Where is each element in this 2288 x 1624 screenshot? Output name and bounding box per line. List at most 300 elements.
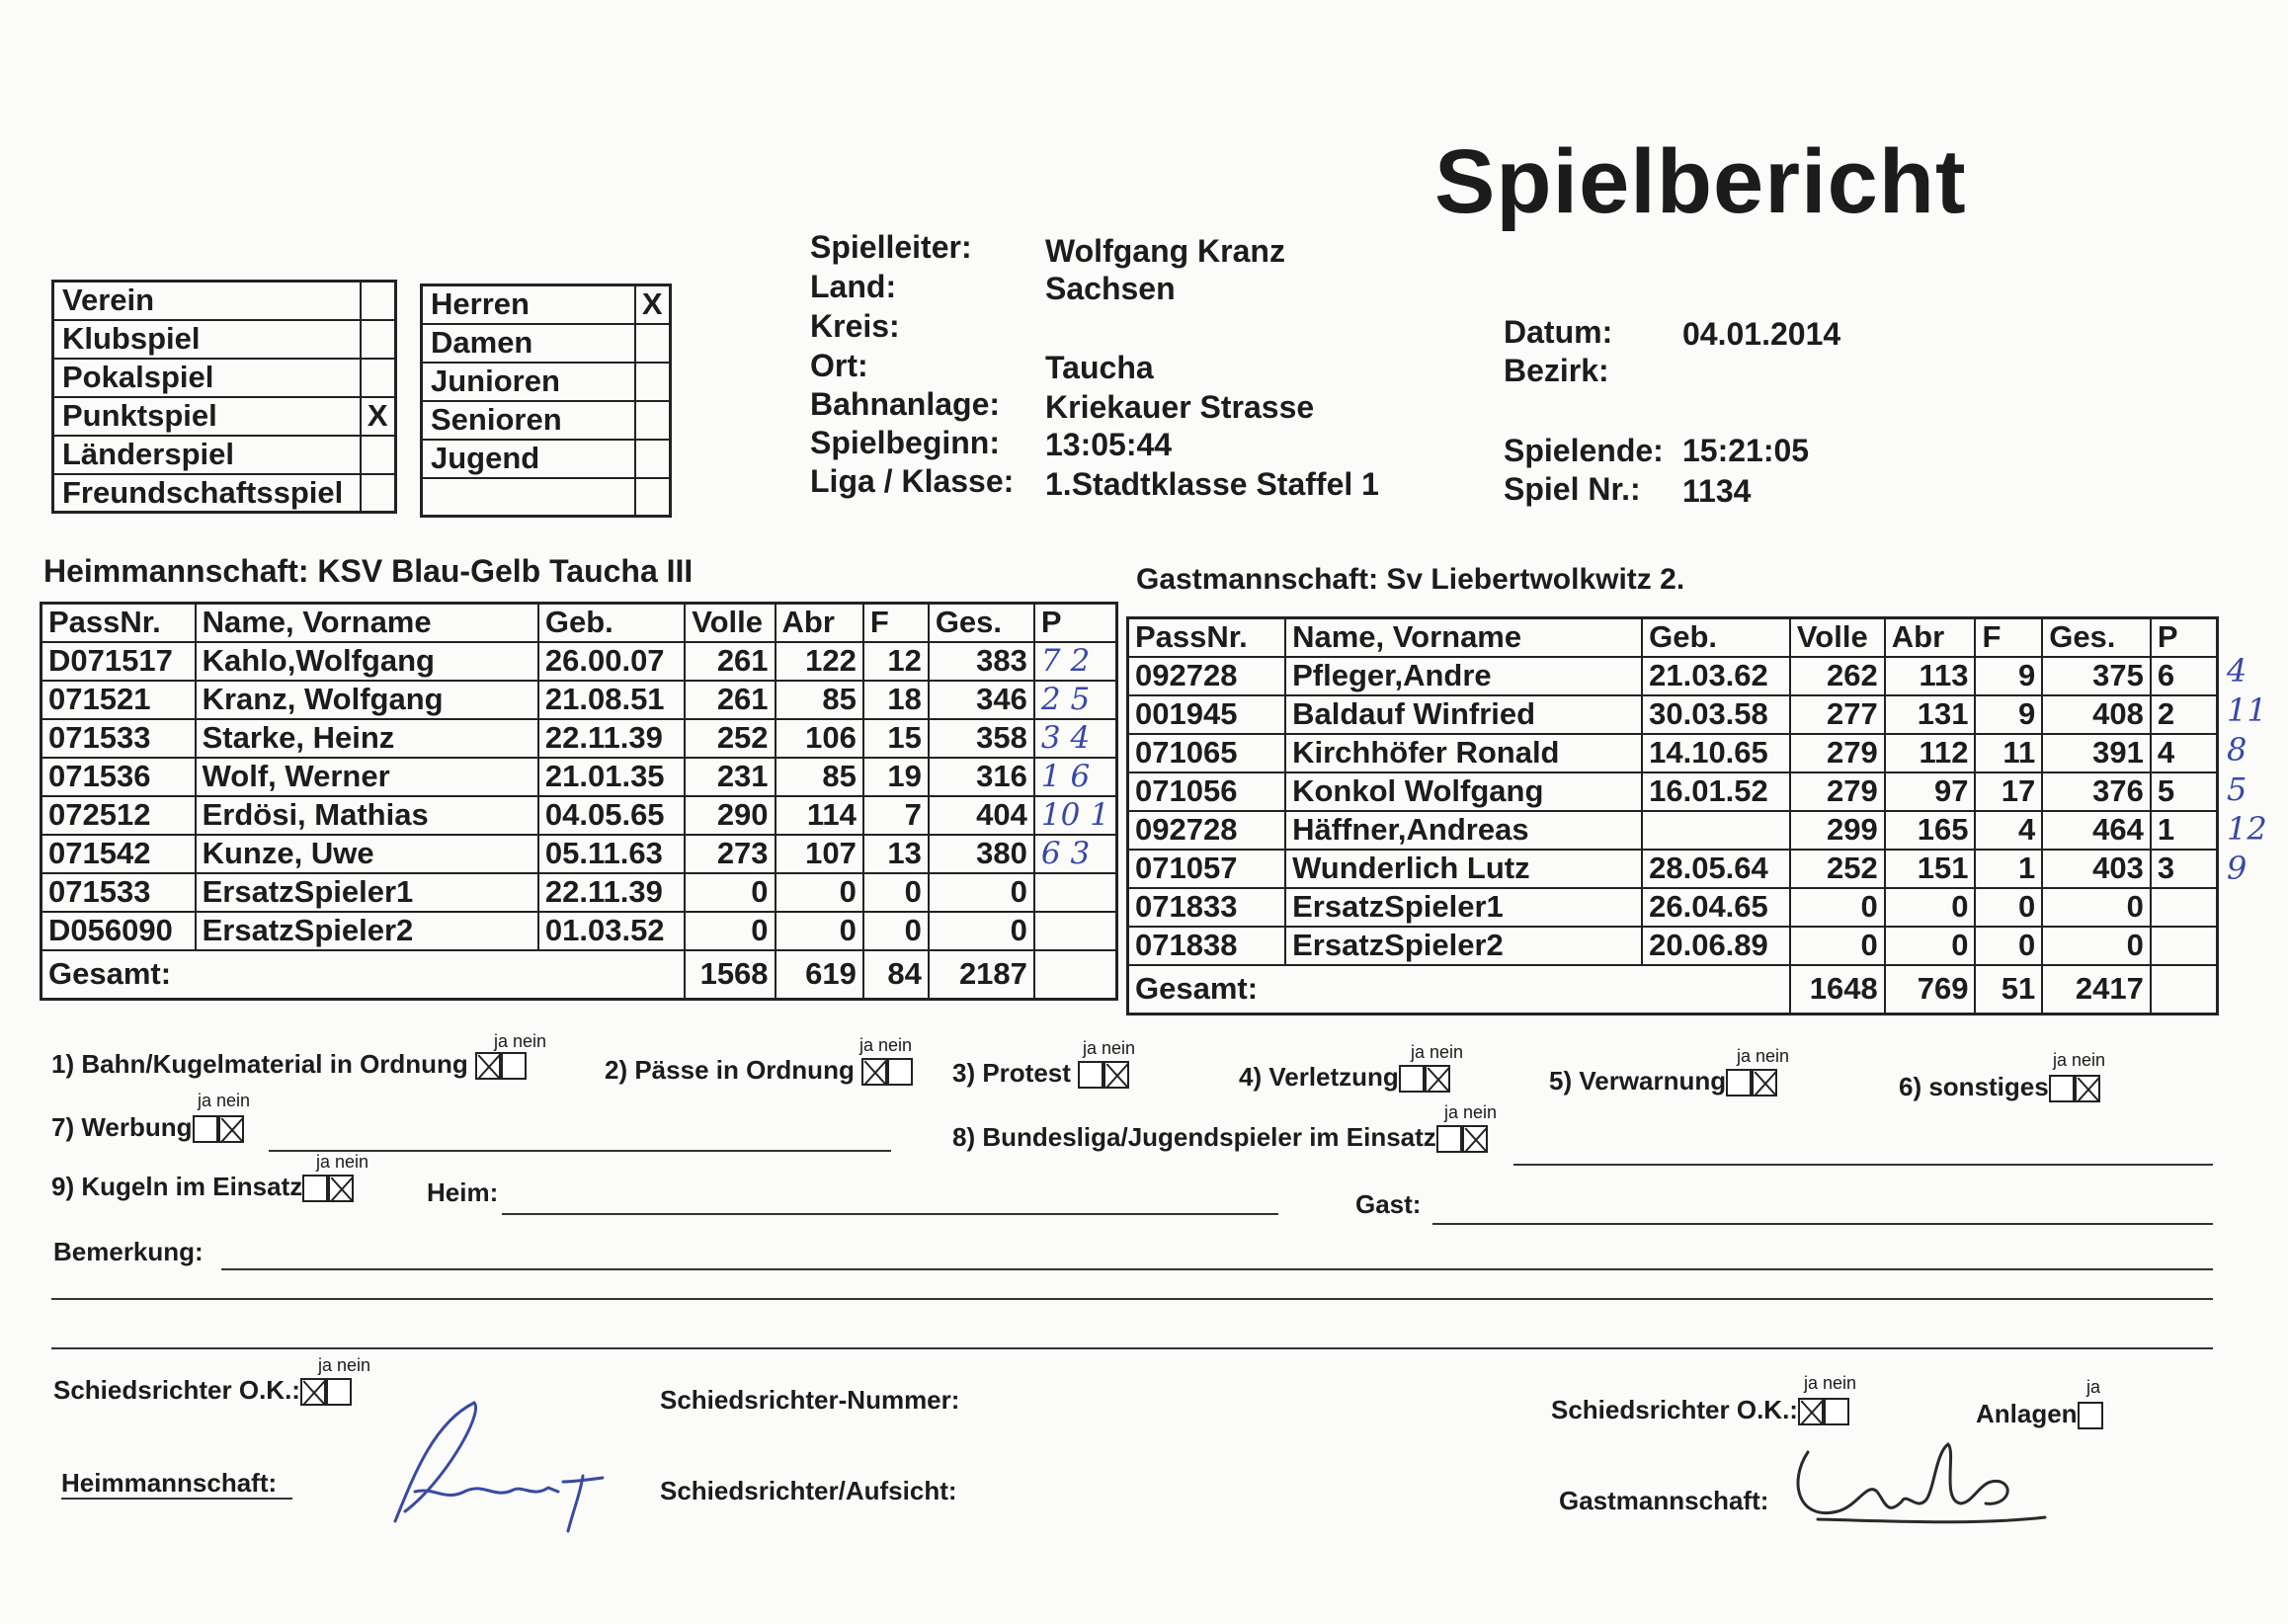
land-label: Land: [810, 269, 897, 304]
category-checkbox[interactable]: X [635, 285, 671, 324]
cell-p [1034, 912, 1117, 950]
handwritten-note: 5 [2227, 771, 2247, 808]
nein-text: nein [1102, 1038, 1136, 1058]
cell-volle: 299 [1790, 811, 1885, 850]
total-row [41, 950, 1117, 1000]
q2-label: 2) Pässe in Ordnung [605, 1055, 855, 1085]
q6-sonstiges [1899, 1072, 2100, 1102]
ja-text: ja [1737, 1046, 1752, 1066]
cell-f: 1 [1975, 850, 2042, 888]
cell-abr: 0 [1885, 927, 1976, 965]
cell-ges: 376 [2042, 772, 2151, 811]
player-row [41, 796, 1117, 835]
cell-pass: 071533 [41, 873, 196, 912]
cell-pass: 071542 [41, 835, 196, 873]
cell-pass: 071536 [41, 758, 196, 796]
bahnanlage-value: Kriekauer Strasse [1045, 389, 1315, 425]
gast-write-line[interactable] [1432, 1223, 2213, 1225]
cell-geb: 20.06.89 [1642, 927, 1790, 965]
q9-kugeln [51, 1172, 354, 1202]
spielleiter-value: Wolfgang Kranz [1045, 233, 1285, 269]
cell-f: 9 [1975, 695, 2042, 734]
cell-f: 13 [863, 835, 929, 873]
cell-f: 0 [1975, 927, 2042, 965]
sr-ok-home-ja-checkbox[interactable] [300, 1378, 326, 1406]
cell-pass: 071057 [1128, 850, 1286, 888]
cell-abr: 122 [776, 642, 863, 681]
cell-pass: 072512 [41, 796, 196, 835]
category-row [422, 285, 671, 324]
cell-pass: 071521 [41, 681, 196, 719]
liga-value: 1.Stadtklasse Staffel 1 [1045, 466, 1379, 502]
category-label: Damen [422, 324, 635, 363]
column-header: Volle [685, 604, 775, 642]
cell-pass: 071838 [1128, 927, 1286, 965]
category-checkbox[interactable] [635, 324, 671, 363]
gastmannschaft-sign-label: Gastmannschaft: [1559, 1486, 1769, 1515]
total-f: 84 [863, 950, 929, 1000]
sr-ok-home-ja-nein [318, 1355, 370, 1376]
sr-aufsicht-label: Schiedsrichter/Aufsicht: [660, 1476, 957, 1505]
sr-ok-label: Schiedsrichter O.K.: [53, 1375, 300, 1405]
category-row [422, 401, 671, 440]
land-value: Sachsen [1045, 271, 1176, 306]
cell-geb: 26.04.65 [1642, 888, 1790, 927]
category-label: Freundschaftsspiel [53, 474, 361, 513]
cell-f: 15 [863, 719, 929, 758]
cell-geb: 22.11.39 [538, 873, 685, 912]
cell-volle: 0 [1790, 927, 1885, 965]
cell-name: Pfleger,Andre [1285, 657, 1642, 695]
column-header: F [1975, 618, 2042, 657]
q1-ja-checkbox[interactable] [475, 1052, 501, 1080]
cell-f: 0 [863, 873, 929, 912]
q8-label: 8) Bundesliga/Jugendspieler im Einsatz [952, 1122, 1436, 1152]
cell-geb: 04.05.65 [538, 796, 685, 835]
cell-pass: D071517 [41, 642, 196, 681]
cell-f: 7 [863, 796, 929, 835]
cell-geb: 21.01.35 [538, 758, 685, 796]
category-row [53, 397, 396, 436]
player-row [1128, 657, 2218, 695]
ort-value: Taucha [1045, 350, 1154, 385]
total-ges: 2187 [929, 950, 1034, 1000]
cell-geb [1642, 811, 1790, 850]
cell-ges: 0 [929, 873, 1034, 912]
q4-ja-nein [1411, 1042, 1463, 1063]
cell-name: Erdösi, Mathias [196, 796, 538, 835]
cell-geb: 28.05.64 [1642, 850, 1790, 888]
cell-abr: 0 [1885, 888, 1976, 927]
cell-volle: 252 [1790, 850, 1885, 888]
home-signature-image [375, 1383, 632, 1541]
category-checkbox[interactable] [361, 436, 396, 474]
bezirk-label: Bezirk: [1504, 353, 1609, 388]
category-checkbox[interactable] [635, 440, 671, 478]
q8-ja-nein [1444, 1102, 1497, 1123]
player-row [1128, 811, 2218, 850]
category-row [53, 320, 396, 359]
category-label: Pokalspiel [53, 359, 361, 397]
header-row [1128, 618, 2218, 657]
total-row [1128, 965, 2218, 1015]
player-row [1128, 695, 2218, 734]
player-row [1128, 734, 2218, 772]
total-ges: 2417 [2042, 965, 2151, 1015]
player-row [1128, 850, 2218, 888]
cell-abr: 165 [1885, 811, 1976, 850]
cell-f: 19 [863, 758, 929, 796]
category-label: Punktspiel [53, 397, 361, 436]
cell-geb: 16.01.52 [1642, 772, 1790, 811]
nein-text: nein [513, 1031, 547, 1051]
player-row [1128, 888, 2218, 927]
nein-text: nein [216, 1091, 251, 1110]
cell-geb: 01.03.52 [538, 912, 685, 950]
page-title: Spielbericht [1434, 131, 1967, 232]
ja-text: ja [316, 1152, 331, 1172]
anlagen-ja-checkbox[interactable] [2078, 1402, 2103, 1429]
q1-bahn-kugelmaterial [51, 1049, 527, 1080]
category-label [422, 478, 635, 517]
cell-volle: 0 [685, 873, 775, 912]
cell-name: Wunderlich Lutz [1285, 850, 1642, 888]
q6-ja-checkbox[interactable] [2049, 1075, 2075, 1102]
cell-p: 1 [2151, 811, 2218, 850]
total-volle: 1648 [1790, 965, 1885, 1015]
q1-nein-checkbox[interactable] [501, 1052, 527, 1080]
guest-score-table [1126, 616, 2219, 1015]
cell-volle: 279 [1790, 772, 1885, 811]
handwritten-note: 12 [2227, 810, 2267, 848]
q5-label: 5) Verwarnung [1549, 1066, 1727, 1096]
category-row [53, 282, 396, 320]
cell-geb: 22.11.39 [538, 719, 685, 758]
cell-volle: 277 [1790, 695, 1885, 734]
category-checkbox[interactable]: X [361, 397, 396, 436]
ja-text: ja [318, 1355, 333, 1375]
handwritten-note: 11 [2227, 691, 2267, 729]
cell-geb: 30.03.58 [1642, 695, 1790, 734]
total-volle: 1568 [685, 950, 775, 1000]
cell-f: 12 [863, 642, 929, 681]
q5-verwarnung [1549, 1066, 1777, 1096]
category-row [422, 324, 671, 363]
q9-ja-nein [316, 1152, 368, 1173]
cell-ges: 358 [929, 719, 1034, 758]
q8-nein-checkbox[interactable] [1462, 1125, 1488, 1153]
handwritten-note: 4 [2227, 652, 2247, 690]
ja-text: ja [859, 1035, 874, 1055]
q4-nein-checkbox[interactable] [1425, 1065, 1450, 1093]
anlagen-ja: ja [2086, 1377, 2101, 1397]
bemerkung-label: Bemerkung: [53, 1237, 204, 1266]
ort-label: Ort: [810, 348, 868, 383]
home-team-name: KSV Blau-Gelb Taucha III [317, 553, 694, 589]
q5-ja-checkbox[interactable] [1726, 1069, 1752, 1096]
total-p [2151, 965, 2218, 1015]
q7-werbung [51, 1112, 244, 1143]
q8-write-line[interactable] [1513, 1164, 2213, 1166]
column-header: Ges. [929, 604, 1034, 642]
player-row [41, 873, 1117, 912]
category-checkbox[interactable] [635, 401, 671, 440]
q5-nein-checkbox[interactable] [1752, 1069, 1777, 1096]
q6-nein-checkbox[interactable] [2075, 1075, 2100, 1102]
q7-ja-checkbox[interactable] [193, 1115, 218, 1143]
cell-pass: 001945 [1128, 695, 1286, 734]
bemerkung-line-2[interactable] [51, 1298, 2213, 1300]
player-row [41, 758, 1117, 796]
cell-p: 7 2 [1034, 642, 1117, 681]
cell-p [2151, 888, 2218, 927]
q1-label: 1) Bahn/Kugelmaterial in Ordnung [51, 1049, 468, 1079]
total-label: Gesamt: [41, 950, 686, 1000]
bemerkung-line-1[interactable] [221, 1268, 2213, 1270]
q2-ja-checkbox[interactable] [861, 1058, 887, 1086]
category-checkbox[interactable] [635, 363, 671, 401]
category-row [422, 478, 671, 517]
category-label: Jugend [422, 440, 635, 478]
cell-name: ErsatzSpieler1 [1285, 888, 1642, 927]
cell-ges: 346 [929, 681, 1034, 719]
player-row [41, 835, 1117, 873]
spielbeginn-value: 13:05:44 [1045, 427, 1173, 462]
liga-label: Liga / Klasse: [810, 463, 1015, 499]
q8-ja-checkbox[interactable] [1436, 1125, 1462, 1153]
cell-ges: 375 [2042, 657, 2151, 695]
cell-pass: 071533 [41, 719, 196, 758]
cell-f: 11 [1975, 734, 2042, 772]
player-row [41, 642, 1117, 681]
cell-ges: 404 [929, 796, 1034, 835]
cell-abr: 0 [776, 873, 863, 912]
sr-ok-guest-ja-checkbox[interactable] [1798, 1398, 1824, 1425]
column-header: Name, Vorname [1285, 618, 1642, 657]
cell-p: 3 4 [1034, 719, 1117, 758]
category-label: Klubspiel [53, 320, 361, 359]
header-row [41, 604, 1117, 642]
ja-text: ja [494, 1031, 509, 1051]
spielbeginn-label: Spielbeginn: [810, 425, 1000, 460]
category-label: Junioren [422, 363, 635, 401]
cell-volle: 290 [685, 796, 775, 835]
cell-abr: 85 [776, 758, 863, 796]
cell-ges: 380 [929, 835, 1034, 873]
heimmannschaft-sign-label: Heimmannschaft: [61, 1468, 278, 1498]
player-row [1128, 927, 2218, 965]
cell-name: ErsatzSpieler2 [196, 912, 538, 950]
q4-label: 4) Verletzung [1239, 1062, 1399, 1092]
nein-text: nein [337, 1355, 371, 1375]
guest-team-heading [1136, 563, 1684, 597]
home-team-heading [43, 553, 693, 590]
guest-signature-image [1778, 1422, 2055, 1541]
category-row [53, 474, 396, 513]
handwritten-note: 9 [2227, 850, 2247, 887]
cell-abr: 151 [1885, 850, 1976, 888]
cell-geb: 21.03.62 [1642, 657, 1790, 695]
q3-protest [952, 1058, 1129, 1089]
cell-geb: 21.08.51 [538, 681, 685, 719]
spielleiter-label: Spielleiter: [810, 229, 972, 265]
cell-f: 17 [1975, 772, 2042, 811]
column-header: PassNr. [1128, 618, 1286, 657]
q3-ja-checkbox[interactable] [1078, 1061, 1103, 1089]
cell-volle: 0 [1790, 888, 1885, 927]
game-type-table [51, 280, 397, 514]
cell-pass: 092728 [1128, 657, 1286, 695]
sr-ok-label: Schiedsrichter O.K.: [1551, 1395, 1798, 1424]
cell-volle: 279 [1790, 734, 1885, 772]
cell-f: 0 [1975, 888, 2042, 927]
cell-p: 1 6 [1034, 758, 1117, 796]
category-label: Herren [422, 285, 635, 324]
q2-nein-checkbox[interactable] [887, 1058, 913, 1086]
cell-abr: 97 [1885, 772, 1976, 811]
cell-volle: 252 [685, 719, 775, 758]
category-row [422, 363, 671, 401]
cell-abr: 112 [1885, 734, 1976, 772]
q9-label: 9) Kugeln im Einsatz [51, 1172, 303, 1201]
cell-volle: 273 [685, 835, 775, 873]
category-checkbox[interactable] [635, 478, 671, 517]
cell-ges: 391 [2042, 734, 2151, 772]
cell-name: Kirchhöfer Ronald [1285, 734, 1642, 772]
ja-text: ja [2053, 1050, 2068, 1070]
cell-ges: 403 [2042, 850, 2151, 888]
column-header: Geb. [538, 604, 685, 642]
cell-f: 0 [863, 912, 929, 950]
cell-abr: 106 [776, 719, 863, 758]
category-checkbox[interactable] [361, 359, 396, 397]
column-header: Abr [1885, 618, 1976, 657]
q4-ja-checkbox[interactable] [1399, 1065, 1425, 1093]
column-header: Abr [776, 604, 863, 642]
cell-name: Konkol Wolfgang [1285, 772, 1642, 811]
cell-geb: 26.00.07 [538, 642, 685, 681]
cell-ges: 316 [929, 758, 1034, 796]
category-label: Verein [53, 282, 361, 320]
cell-f: 18 [863, 681, 929, 719]
cell-p: 6 3 [1034, 835, 1117, 873]
spielende-label: Spielende: [1504, 433, 1664, 468]
cell-volle: 261 [685, 681, 775, 719]
sr-ok-home-nein-checkbox[interactable] [326, 1378, 352, 1406]
handwritten-note: 8 [2227, 731, 2247, 769]
nein-text: nein [1463, 1102, 1498, 1122]
q2-paesse [605, 1055, 913, 1086]
cell-ges: 0 [929, 912, 1034, 950]
cell-volle: 261 [685, 642, 775, 681]
category-row [53, 436, 396, 474]
cell-f: 9 [1975, 657, 2042, 695]
q3-ja-nein [1083, 1038, 1135, 1059]
cell-p: 5 [2151, 772, 2218, 811]
cell-abr: 114 [776, 796, 863, 835]
q7-ja-nein [198, 1091, 250, 1111]
category-checkbox[interactable] [361, 474, 396, 513]
q3-nein-checkbox[interactable] [1103, 1061, 1129, 1089]
q9-ja-checkbox[interactable] [302, 1175, 328, 1202]
ja-text: ja [1411, 1042, 1426, 1062]
column-header: Geb. [1642, 618, 1790, 657]
nein-text: nein [1756, 1046, 1790, 1066]
player-row [41, 912, 1117, 950]
cell-pass: 071833 [1128, 888, 1286, 927]
guest-team-label: Gastmannschaft: [1136, 563, 1379, 596]
bahnanlage-label: Bahnanlage: [810, 386, 1001, 422]
ja-text: ja [1083, 1038, 1098, 1058]
column-header: Volle [1790, 618, 1885, 657]
cell-name: Kahlo,Wolfgang [196, 642, 538, 681]
cell-ges: 0 [2042, 888, 2151, 927]
cell-name: Baldauf Winfried [1285, 695, 1642, 734]
nein-text: nein [2072, 1050, 2106, 1070]
cell-name: ErsatzSpieler1 [196, 873, 538, 912]
sr-ok-guest-nein-checkbox[interactable] [1824, 1398, 1849, 1425]
q3-label: 3) Protest [952, 1058, 1071, 1088]
heimmannschaft-sign-line[interactable] [61, 1498, 292, 1500]
cell-volle: 262 [1790, 657, 1885, 695]
cell-ges: 464 [2042, 811, 2151, 850]
heim-write-line[interactable] [502, 1213, 1278, 1215]
cell-pass: 092728 [1128, 811, 1286, 850]
cell-name: Häffner,Andreas [1285, 811, 1642, 850]
q8-bundesliga-jugendspieler [952, 1122, 1488, 1153]
cell-p: 10 1 [1034, 796, 1117, 835]
player-row [41, 719, 1117, 758]
cell-abr: 85 [776, 681, 863, 719]
cell-volle: 231 [685, 758, 775, 796]
nein-text: nein [1430, 1042, 1464, 1062]
bemerkung-line-3[interactable] [51, 1347, 2213, 1349]
q9-nein-checkbox[interactable] [328, 1175, 354, 1202]
total-p [1034, 950, 1117, 1000]
guest-team-name: Sv Liebertwolkwitz 2. [1386, 563, 1685, 596]
nein-text: nein [335, 1152, 369, 1172]
heim-label: Heim: [427, 1177, 499, 1207]
q7-nein-checkbox[interactable] [218, 1115, 244, 1143]
ja-text: ja [198, 1091, 212, 1110]
player-row [1128, 772, 2218, 811]
category-label: Länderspiel [53, 436, 361, 474]
nein-text: nein [1823, 1373, 1857, 1393]
column-header: F [863, 604, 929, 642]
q7-label: 7) Werbung [51, 1112, 193, 1142]
category-checkbox[interactable] [361, 282, 396, 320]
cell-abr: 0 [776, 912, 863, 950]
category-table [420, 284, 672, 518]
q6-ja-nein [2053, 1050, 2105, 1071]
column-header: Name, Vorname [196, 604, 538, 642]
q5-ja-nein [1737, 1046, 1789, 1067]
column-header: P [2151, 618, 2218, 657]
column-header: P [1034, 604, 1117, 642]
player-row [41, 681, 1117, 719]
cell-p: 2 5 [1034, 681, 1117, 719]
category-row [53, 359, 396, 397]
datum-value: 04.01.2014 [1682, 316, 1841, 352]
cell-f: 4 [1975, 811, 2042, 850]
total-label: Gesamt: [1128, 965, 1790, 1015]
anlagen-label: Anlagen [1976, 1399, 2078, 1428]
cell-name: Kunze, Uwe [196, 835, 538, 873]
total-abr: 769 [1885, 965, 1976, 1015]
category-checkbox[interactable] [361, 320, 396, 359]
cell-pass: 071056 [1128, 772, 1286, 811]
cell-abr: 107 [776, 835, 863, 873]
